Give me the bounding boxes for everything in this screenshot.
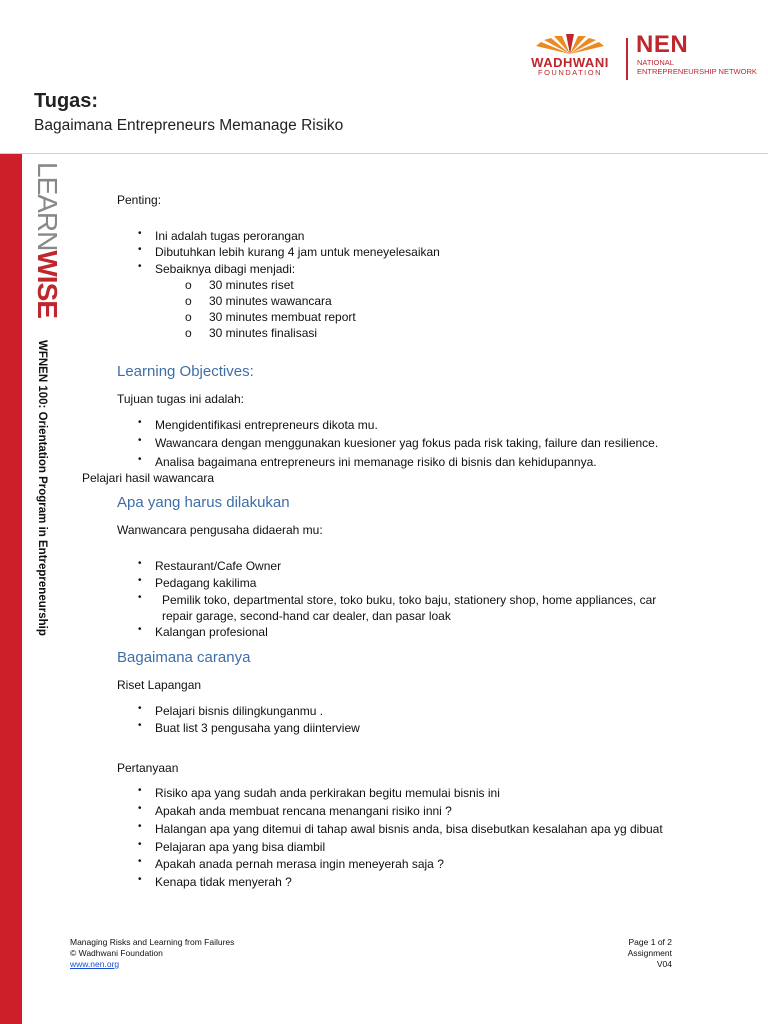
list-item-text: Dibutuhkan lebih kurang 4 jam untuk meneyelesaikan <box>155 245 440 259</box>
list-item-text: Risiko apa yang sudah anda perkirakan begitu memulai bisnis ini <box>155 786 500 800</box>
page-number: Page 1 of 2 <box>628 937 672 947</box>
list-item-text: Buat list 3 pengusaha yang diinterview <box>155 721 360 735</box>
list-item-text: Apakah anada pernah merasa ingin meneyerah saja ? <box>155 857 444 871</box>
list-item-text: Pedagang kakilima <box>155 576 257 590</box>
sub-list-item-text: 30 minutes riset <box>209 278 294 292</box>
bullet-icon: • <box>138 558 142 569</box>
list-item-continuation: repair garage, second-hand car dealer, dan pasar loak <box>162 609 451 623</box>
list-item-text: Kenapa tidak menyerah ? <box>155 875 292 889</box>
nen-tagline-line1: NATIONAL <box>637 58 674 67</box>
course-vertical-label: WFNEN 100: Orientation Program in Entrepreneurship <box>36 340 48 636</box>
list-item-text: Apakah anda membuat rencana menangani risiko inni ? <box>155 804 452 818</box>
how-heading: Bagaimana caranya <box>117 649 251 666</box>
penting-label: Penting: <box>117 193 162 207</box>
list-item <box>138 839 326 854</box>
bullet-icon: • <box>138 244 142 255</box>
sub-list-item-text: 30 minutes membuat report <box>209 310 356 324</box>
circle-bullet-icon: o <box>185 278 192 292</box>
list-item <box>138 228 305 243</box>
side-red-bar <box>0 154 22 1024</box>
list-item <box>138 720 360 735</box>
list-item <box>138 803 452 818</box>
bullet-icon: • <box>138 874 142 885</box>
nen-tagline-line2: ENTREPRENEURSHIP NETWORK <box>637 67 757 76</box>
list-item <box>138 624 268 639</box>
list-item-text: Sebaiknya dibagi menjadi: <box>155 262 296 276</box>
learning-objectives-heading: Learning Objectives: <box>117 363 254 380</box>
doc-type: Assignment <box>627 948 672 958</box>
learnwise-logo-icon <box>30 162 64 338</box>
circle-bullet-icon: o <box>185 294 192 308</box>
list-item-text: Mengidentifikasi entrepreneurs dikota mu. <box>155 418 378 432</box>
circle-bullet-icon: o <box>185 326 192 340</box>
list-item-text: Halangan apa yang ditemui di tahap awal bisnis anda, bisa disebutkan kesalahan apa yg dibuat <box>155 822 663 836</box>
bullet-icon: • <box>138 624 142 635</box>
bullet-icon: • <box>138 575 142 586</box>
riset-label: Riset Lapangan <box>117 678 202 692</box>
list-item-text: Wawancara dengan menggunakan kuesioner yag fokus pada risk taking, failure dan resilience. <box>155 436 659 450</box>
doc-version: V04 <box>656 959 672 969</box>
circle-bullet-icon: o <box>185 310 192 324</box>
pertanyaan-label: Pertanyaan <box>117 761 179 775</box>
bullet-icon: • <box>138 803 142 814</box>
objectives-intro: Tujuan tugas ini adalah: <box>117 392 244 406</box>
wadhwani-wordmark: WADHWANI <box>531 55 609 70</box>
bullet-icon: • <box>138 261 142 272</box>
list-item <box>138 244 440 259</box>
page-subtitle: Bagaimana Entrepreneurs Memanage Risiko <box>34 117 344 134</box>
list-item-text: Restaurant/Cafe Owner <box>155 559 282 573</box>
list-item <box>138 435 659 450</box>
list-item <box>138 856 444 871</box>
sub-list-item-text: 30 minutes wawancara <box>209 294 332 308</box>
list-item <box>138 821 663 836</box>
list-item-text: Analisa bagaimana entrepreneurs ini memanage risiko di bisnis dan kehidupannya. <box>155 455 597 469</box>
bullet-icon: • <box>138 785 142 796</box>
bullet-icon: • <box>138 435 142 446</box>
list-item <box>138 417 378 432</box>
list-item-text: Pelajari bisnis dilingkunganmu . <box>155 704 324 718</box>
sub-list-item-text: 30 minutes finalisasi <box>209 326 318 340</box>
footer-course-title: Managing Risks and Learning from Failures <box>70 937 235 947</box>
footer-right <box>600 937 672 970</box>
sub-list-item <box>185 326 318 340</box>
list-item <box>138 874 292 889</box>
list-item-text: Pemilik toko, departmental store, toko buku, toko baju, stationery shop, home appliances, car <box>162 593 657 607</box>
footer-link[interactable]: www.nen.org <box>70 959 120 969</box>
header-divider <box>0 153 768 154</box>
bullet-icon: • <box>138 720 142 731</box>
list-item <box>138 261 296 276</box>
todo-intro: Wanwancara pengusaha didaerah mu: <box>117 523 323 537</box>
list-item <box>138 785 500 800</box>
sub-list-item <box>185 294 332 308</box>
list-item <box>138 575 257 590</box>
footer-left <box>70 937 234 970</box>
footer-copyright: © Wadhwani Foundation <box>70 948 163 958</box>
list-item-text: Pelajaran apa yang bisa diambil <box>155 840 326 854</box>
list-item <box>138 592 657 607</box>
bullet-icon: • <box>138 228 142 239</box>
svg-text:LEARNWISE: LEARNWISE <box>32 162 63 318</box>
list-item-text: Kalangan profesional <box>155 625 268 639</box>
foundation-wordmark: FOUNDATION <box>537 68 603 77</box>
sub-list-item <box>185 310 356 324</box>
outdented-line: Pelajari hasil wawancara <box>82 471 215 485</box>
bullet-icon: • <box>138 454 142 465</box>
sub-list-item <box>185 278 294 292</box>
list-item <box>138 703 324 718</box>
bullet-icon: • <box>138 592 142 603</box>
bullet-icon: • <box>138 821 142 832</box>
todo-heading: Apa yang harus dilakukan <box>117 494 290 511</box>
bullet-icon: • <box>138 417 142 428</box>
list-item-text: Ini adalah tugas perorangan <box>155 229 305 243</box>
logo-divider <box>626 38 628 80</box>
bullet-icon: • <box>138 856 142 867</box>
list-item <box>138 558 282 573</box>
nen-tagline <box>637 58 757 76</box>
bullet-icon: • <box>138 703 142 714</box>
list-item <box>138 454 597 469</box>
page-title: Tugas: <box>34 90 99 112</box>
nen-logo: NEN <box>636 31 689 58</box>
bullet-icon: • <box>138 839 142 850</box>
